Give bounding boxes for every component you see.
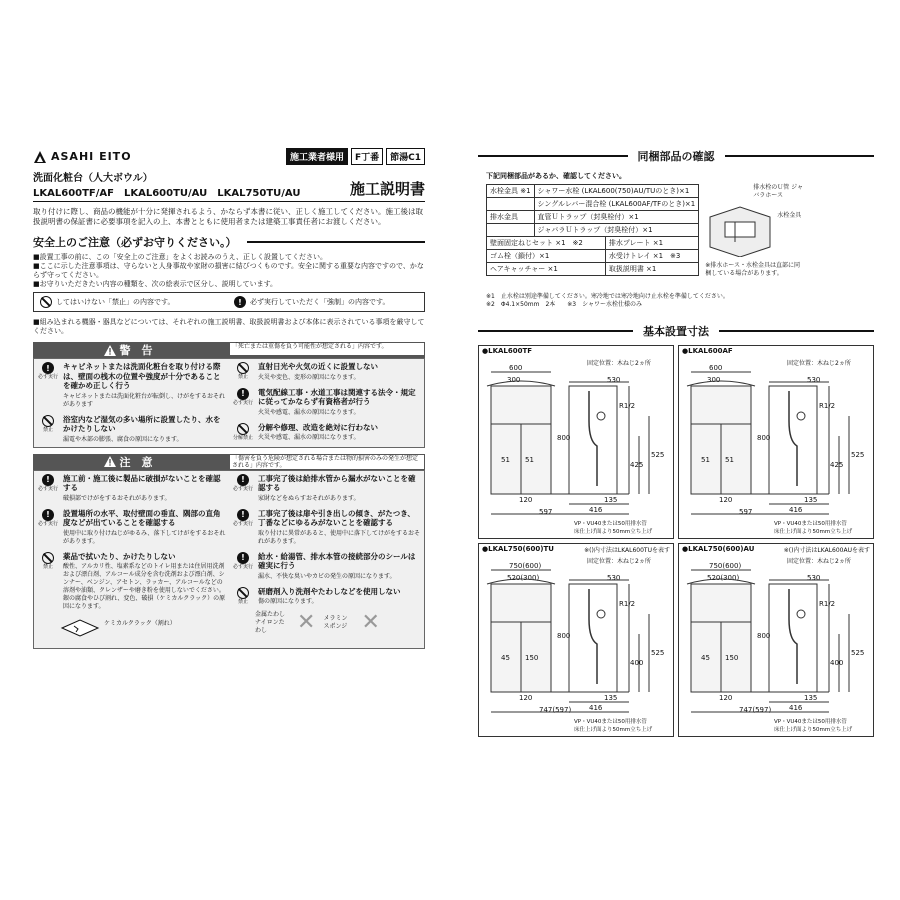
dim-spacing-1: 51	[701, 456, 710, 464]
drawing-floor-note: 床仕上げ面より50mm立ち上げ	[774, 727, 853, 733]
mandatory-icon: !	[237, 474, 249, 486]
parts-title-row	[478, 148, 874, 164]
left-page	[33, 148, 425, 649]
table-row: シングルレバー混合栓 (LKAL600AF/TFのとき)×1	[487, 198, 699, 211]
warning-item-text: 電気配線工事・水道工事は関連する法令・規定に従ってかならず有資格者が行う	[258, 387, 416, 406]
dim-depth-1: 425	[830, 461, 844, 469]
warning-section	[33, 342, 425, 448]
dim-spacing-1: 51	[501, 456, 510, 464]
drawing-floor-note: 床仕上げ面より50mm立ち上げ	[574, 529, 653, 535]
warning-item: ! 必ず実行 キャビネットまたは洗面化粧台を取り付ける際は、壁面の桟木の位置や強度が十分であることを確かめ正しく行う キャビネットまたは洗面化粧台が転倒し、けがをするおそれがあります	[37, 362, 226, 408]
dim-spacing-1: 45	[501, 654, 510, 662]
chem-crack-illustration	[60, 614, 225, 644]
caution-item-sub: 家財などをぬらすおそれがあります。	[258, 494, 360, 502]
mandatory-icon: !	[42, 362, 54, 374]
dim-spacing-2: 150	[525, 654, 539, 662]
dim-bottom-3: 135	[804, 694, 818, 702]
dim-spacing-1: 45	[701, 654, 710, 662]
mandatory-icon: !	[237, 552, 249, 564]
parts-title: 同梱部品の確認	[637, 150, 715, 163]
caution-desc: 「傷害を負う危険が想定される場合または物的損害のみの発生が想定される」内容です。	[229, 454, 425, 470]
drawing-lines	[479, 544, 673, 736]
dim-bottom-1: 120	[519, 694, 533, 702]
dimension-drawing	[678, 543, 874, 737]
caution-item-sub: 酸性、アルカリ性、塩素系などのトイレ用または住居用洗剤および漂白剤、アルコール成分を含む洗剤および漂白剤、シンナー、ベンジン、アセトン、ラッカー、アルコールなどの溶剤や油類、クレンザーや磨き粉を使用しないでください。銀の腐食やひび割れ、変色、破損（ケミカルクラック）の原因になります。	[63, 563, 226, 610]
mandatory-icon: !	[237, 509, 249, 521]
brand	[33, 150, 132, 164]
safety-bullet: ■設置工事の前に、この「安全上のご注意」をよくお読みのうえ、正しく設置してください。	[33, 253, 328, 261]
nylon-scrub-label: 金属たわし ナイロンたわし	[255, 611, 286, 634]
dim-width-1: 520(300)	[707, 574, 740, 582]
dim-width-1: 520(300)	[507, 574, 540, 582]
caution-body	[33, 470, 425, 650]
drawing-pipe-note: VP・VU40または50用排水管	[774, 719, 847, 725]
table-row: 水栓金具 ※1 シャワー水栓 (LKAL600(750)AU/TUのとき)×1	[487, 185, 699, 198]
warning-item-text: 直射日光や火気の近くに設置しない	[258, 362, 378, 371]
safety-bullet: ■お守りいただきたい内容の種類を、次の絵表示で区分し、説明しています。	[33, 280, 278, 288]
warning-header	[33, 342, 425, 358]
drawing-lines	[479, 346, 673, 538]
dim-bottom-1: 120	[519, 496, 533, 504]
warning-title: 警 告	[119, 344, 153, 357]
dim-depth-2: 525	[851, 649, 865, 657]
table-row: ジャバラＵトラップ（封臭栓付）×1	[487, 224, 699, 237]
warning-item: 禁止 直射日光や火気の近くに設置しない 火災や変色、変形の原因になります。	[237, 362, 378, 381]
parts-image-note: ※排水ホース・水栓金具は直部に同梱している場合があります。	[705, 262, 800, 277]
mandatory-icon: !	[234, 296, 246, 308]
tag-group	[283, 148, 425, 165]
dim-thread: R1/2	[819, 600, 836, 608]
dim-width: 750(600)	[709, 562, 742, 570]
caution-header	[33, 454, 425, 470]
warning-item-sub: 火災や変色、変形の原因になります。	[258, 373, 360, 381]
caution-item: ! 必ず実行 工事完了後は扉や引き出しの傾き、がたつき、丁番などにゆるみがないことを確認する 取り付けに異常があると、使用中に落下してけがをするおそれがあります。	[232, 508, 421, 545]
warning-col-left	[34, 359, 229, 447]
caution-item-text: 工事完了後は扉や引き出しの傾き、がたつき、丁番などにゆるみがないことを確認する	[258, 508, 415, 527]
tag-water: 節湯C1	[386, 148, 425, 165]
title-row	[33, 169, 425, 202]
cabinet-parts-icon	[705, 202, 775, 257]
parts-image	[705, 184, 805, 289]
doc-title: 施工説明書	[349, 180, 425, 198]
legend-mandatory: ! 必ず実行していただく「強制」の内容です。	[234, 296, 418, 308]
dim-bottom-2: 597	[539, 508, 553, 516]
asahi-logo-icon	[33, 150, 47, 164]
dim-spacing-2: 51	[525, 456, 534, 464]
dim-height: 800	[757, 632, 771, 640]
safety-bullets	[33, 253, 425, 289]
dim-depth-1: 425	[630, 461, 644, 469]
dim-spacing-2: 51	[725, 456, 734, 464]
prohibit-icon	[40, 296, 52, 308]
dimension-drawing	[478, 543, 674, 737]
caution-col-right	[229, 471, 424, 649]
drawing-model-label: ●LKAL600TF	[482, 347, 533, 355]
dim-width: 750(600)	[509, 562, 542, 570]
warning-item-sub: キャビネットまたは洗面化粧台が転倒し、けがをするおそれがあります	[63, 392, 226, 408]
prohibit-icon	[42, 552, 54, 564]
caution-item-sub: 使用中に取り付けねじがゆるみ、落下してけがをするおそれがあります。	[63, 529, 226, 545]
dim-height: 800	[757, 434, 771, 442]
dim-bottom-1: 120	[719, 694, 733, 702]
dim-height: 800	[557, 434, 571, 442]
dim-depth-2: 525	[651, 649, 665, 657]
dim-depth-2: 525	[651, 451, 665, 459]
drawing-fix-note: 固定位置：木ねじ2ヵ所	[787, 558, 851, 565]
intro-text: 取り付けに際し、商品の機能が十分に発揮されるよう、かならず本書に従い、正しく施工してください。施工後は取扱説明書の保証書に必要事項を記入の上、本書とともに使用者または建築工事責任者にお渡しください。	[33, 207, 423, 226]
dim-thread: R1/2	[619, 402, 636, 410]
dims-title-row	[478, 323, 874, 339]
chem-crack-label: ケミカルクラック（割れ）	[104, 620, 176, 627]
disassembly-prohibit-icon	[237, 423, 249, 435]
parts-notes: ※1 止水栓は別途準備してください。寒冷地では寒冷地向け止水栓を準備してください。 ※2 Φ4.1×50mm 2本 ※3 シャワー水栓仕様のみ	[486, 293, 729, 308]
dim-bottom-4: 416	[789, 704, 803, 712]
dim-width-2: 530	[807, 376, 821, 384]
dims-title: 基本設置寸法	[643, 325, 709, 338]
product-models: LKAL600TF/AF LKAL600TU/AU LKAL750TU/AU	[33, 188, 301, 199]
warning-item: 禁止 浴室内など湿気の多い場所に設置したり、水をかけたりしない 漏電や木部の膨張、腐食の原因になります。	[34, 412, 229, 447]
drawing-lines	[679, 544, 873, 736]
caution-item-text: 工事完了後は給排水管から漏水がないことを確認する	[258, 473, 416, 492]
mandatory-icon: !	[42, 474, 54, 486]
scrubber-illustration	[229, 609, 424, 639]
prohibit-icon	[237, 587, 249, 599]
caution-item: ! 必ず実行 施工前・施工後に製品に破損がないことを確認する 破損部でけがをするおそれがあります。	[34, 471, 229, 506]
dim-depth-2: 525	[851, 451, 865, 459]
dim-thread: R1/2	[819, 402, 836, 410]
dim-bottom-3: 135	[604, 694, 618, 702]
left-header	[33, 148, 425, 165]
drawing-fix-note: 固定位置：木ねじ2ヵ所	[587, 558, 651, 565]
warning-item: ! 必ず実行 電気配線工事・水道工事は関連する法令・規定に従ってかならず有資格者が行う 火災や感電、漏水の原因になります。	[229, 385, 424, 420]
caution-title: 注 意	[119, 455, 153, 469]
dim-width: 600	[509, 364, 523, 372]
drawing-star-note: ※()内寸法はLKAL600TUを表す	[584, 547, 670, 554]
legend-box	[33, 292, 425, 312]
right-page	[478, 148, 874, 741]
melamine-sponge-label: メラミン スポンジ	[323, 615, 348, 630]
dim-bottom-2: 597	[739, 508, 753, 516]
caution-item-text: 薬品で拭いたり、かけたりしない	[63, 551, 176, 561]
parts-tables	[486, 184, 699, 289]
table-row: 排水金具 直管Ｕトラップ（封臭栓付）×1	[487, 211, 699, 224]
dim-width-2: 530	[607, 574, 621, 582]
dim-width-1: 300	[507, 376, 521, 384]
dim-bottom-4: 416	[789, 506, 803, 514]
caution-triangle-icon	[104, 456, 116, 467]
caution-item-text: 給水・給湯管、排水本管の接続部分のシールは確実に行う	[258, 551, 416, 570]
caution-item-sub: 取り付けに異常があると、使用中に落下してけがをするおそれがあります。	[258, 529, 421, 545]
mandatory-icon: !	[42, 509, 54, 521]
drawing-fix-note: 固定位置：木ねじ2ヵ所	[587, 360, 651, 367]
prohibit-icon	[237, 362, 249, 374]
safety-bullet: ■ここに示した注意事項は、守らないと人身事故や家財の損害に結びつくものです。安全に関する重要な内容ですので、かならず守ってください。	[33, 262, 424, 279]
dim-depth-1: 400	[630, 659, 644, 667]
brand-name: ASAHI EITO	[51, 150, 132, 163]
caution-item: 禁止 研磨剤入り洗剤やたわしなどを使用しない 傷の原因になります。	[237, 586, 401, 605]
dim-thread: R1/2	[619, 600, 636, 608]
drawing-floor-note: 床仕上げ面より50mm立ち上げ	[774, 529, 853, 535]
drawing-floor-note: 床仕上げ面より50mm立ち上げ	[574, 727, 653, 733]
dim-bottom-2: 747(597)	[739, 706, 772, 714]
drawing-pipe-note: VP・VU40または50用排水管	[574, 521, 647, 527]
caution-item: ! 必ず実行 工事完了後は給排水管から漏水がないことを確認する 家財などをぬらすおそれがあります。	[229, 471, 424, 506]
warning-item-text: 浴室内など湿気の多い場所に設置したり、水をかけたりしない	[63, 414, 221, 433]
caution-col-left	[34, 471, 229, 649]
table-row: 壁面固定ねじセット ×1 ※2 排水プレート ×1	[487, 237, 699, 250]
dim-bottom-4: 416	[589, 704, 603, 712]
dim-bottom-3: 135	[804, 496, 818, 504]
drawing-pipe-note: VP・VU40または50用排水管	[574, 719, 647, 725]
caution-item-text: 設置場所の水平、取付壁面の垂直、隅部の直角度などが出ていることを確認する	[63, 508, 221, 527]
drawing-model-label: ●LKAL750(600)AU	[682, 545, 755, 553]
safety-title: 安全上のご注意（必ずお守りください。）	[33, 236, 237, 249]
warning-col-right	[229, 359, 424, 447]
dims-grid	[478, 345, 874, 741]
parts-table-2	[486, 236, 699, 276]
dim-depth-1: 400	[830, 659, 844, 667]
parts-area	[486, 184, 874, 289]
caution-item-sub: 破損部でけがをするおそれがあります。	[63, 494, 171, 502]
warning-item-sub: 火災や感電、漏水の原因になります。	[258, 434, 360, 441]
drawing-pipe-note: VP・VU40または50用排水管	[774, 521, 847, 527]
caution-item: ! 必ず実行 給水・給湯管、排水本管の接続部分のシールは確実に行う 漏水、不快な臭いやカビの発生の原因になります。	[229, 549, 424, 584]
dim-bottom-2: 747(597)	[539, 706, 572, 714]
warning-desc: 「死亡または重傷を負う可能性が想定される」内容です。	[229, 342, 425, 356]
warning-item-sub: 火災や感電、漏水の原因になります。	[258, 408, 360, 416]
dim-width-2: 530	[807, 574, 821, 582]
parts-table	[486, 184, 699, 237]
dimension-drawing	[478, 345, 674, 539]
dim-bottom-1: 120	[719, 496, 733, 504]
dim-width-2: 530	[607, 376, 621, 384]
table-row: ゴム栓（鎖付）×1 水受けトレイ ×1 ※3	[487, 250, 699, 263]
caution-item-sub: 漏水、不快な臭いやカビの発生の原因になります。	[258, 572, 396, 580]
caution-item-sub: 傷の原因になります。	[258, 598, 318, 605]
cross-mark-icon: ✕	[361, 610, 380, 635]
warning-triangle-icon	[104, 345, 116, 356]
warning-body	[33, 358, 425, 448]
tag-installer: 施工業者様用	[286, 148, 348, 165]
caution-item-text: 研磨剤入り洗剤やたわしなどを使用しない	[258, 586, 401, 596]
dim-width: 600	[709, 364, 723, 372]
dim-height: 800	[557, 632, 571, 640]
dim-bottom-4: 416	[589, 506, 603, 514]
safety-note: ■組み込まれる機器・器具などについては、それぞれの施工説明書、取扱説明書および本体に表示されている事項を厳守してください。	[33, 318, 425, 335]
prohibit-icon	[42, 415, 54, 427]
legend-prohibit: してはいけない「禁止」の内容です。	[40, 296, 224, 308]
drawing-model-label: ●LKAL600AF	[682, 347, 733, 355]
tag-hinge: F丁番	[351, 148, 383, 165]
dim-bottom-3: 135	[604, 496, 618, 504]
cross-mark-icon: ✕	[297, 610, 316, 635]
drawing-lines	[679, 346, 873, 538]
product-name: 洗面化粧台（人大ボウル）	[33, 173, 153, 184]
dim-spacing-2: 150	[725, 654, 739, 662]
basin-crack-icon	[60, 614, 100, 640]
caution-item-text: 施工前・施工後に製品に破損がないことを確認する	[63, 473, 221, 492]
warning-item-sub: 漏電や木部の膨張、腐食の原因になります。	[63, 435, 183, 443]
caution-item: 禁止 薬品で拭いたり、かけたりしない 酸性、アルカリ性、塩素系などのトイレ用または住居用洗剤および漂白剤、アルコール成分を含む洗剤および漂白剤、シンナー、ベンジン、アセトン、ラッカー、アルコールなどの溶剤や油類、クレンザーや磨き粉を使用しないでください。銀の腐食やひび割れ、変色、破損（ケミカルクラック）の原因になります。	[42, 551, 226, 610]
caution-section	[33, 454, 425, 650]
warning-item-text: 分解や修理、改造を絶対に行わない	[258, 422, 378, 432]
warning-item: 分解禁止 分解や修理、改造を絶対に行わない 火災や感電、漏水の原因になります。	[232, 422, 378, 441]
caution-item: ! 必ず実行 設置場所の水平、取付壁面の垂直、隅部の直角度などが出ていることを確認する 使用中に取り付けねじがゆるみ、落下してけがをするおそれがあります。	[37, 508, 226, 545]
mandatory-icon: !	[237, 388, 249, 400]
warning-item-text: キャビネットまたは洗面化粧台を取り付ける際は、壁面の桟木の位置や強度が十分であることを確かめ正しく行う	[63, 362, 221, 390]
parts-image-label: 水栓金具	[777, 212, 802, 219]
parts-intro: 下記同梱部品があるか、確認してください。	[486, 172, 626, 180]
drawing-fix-note: 固定位置：木ねじ2ヵ所	[787, 360, 851, 367]
drawing-model-label: ●LKAL750(600)TU	[482, 545, 554, 553]
parts-image-label: 排水栓のＵ管 ジャバラホース	[753, 184, 804, 199]
drawing-star-note: ※()内寸法はLKAL600AUを表す	[783, 547, 870, 554]
dim-width-1: 300	[707, 376, 721, 384]
table-row: ヘアキャッチャー ×1 取扱説明書 ×1	[487, 263, 699, 276]
dimension-drawing	[678, 345, 874, 539]
safety-title-row	[33, 234, 425, 250]
